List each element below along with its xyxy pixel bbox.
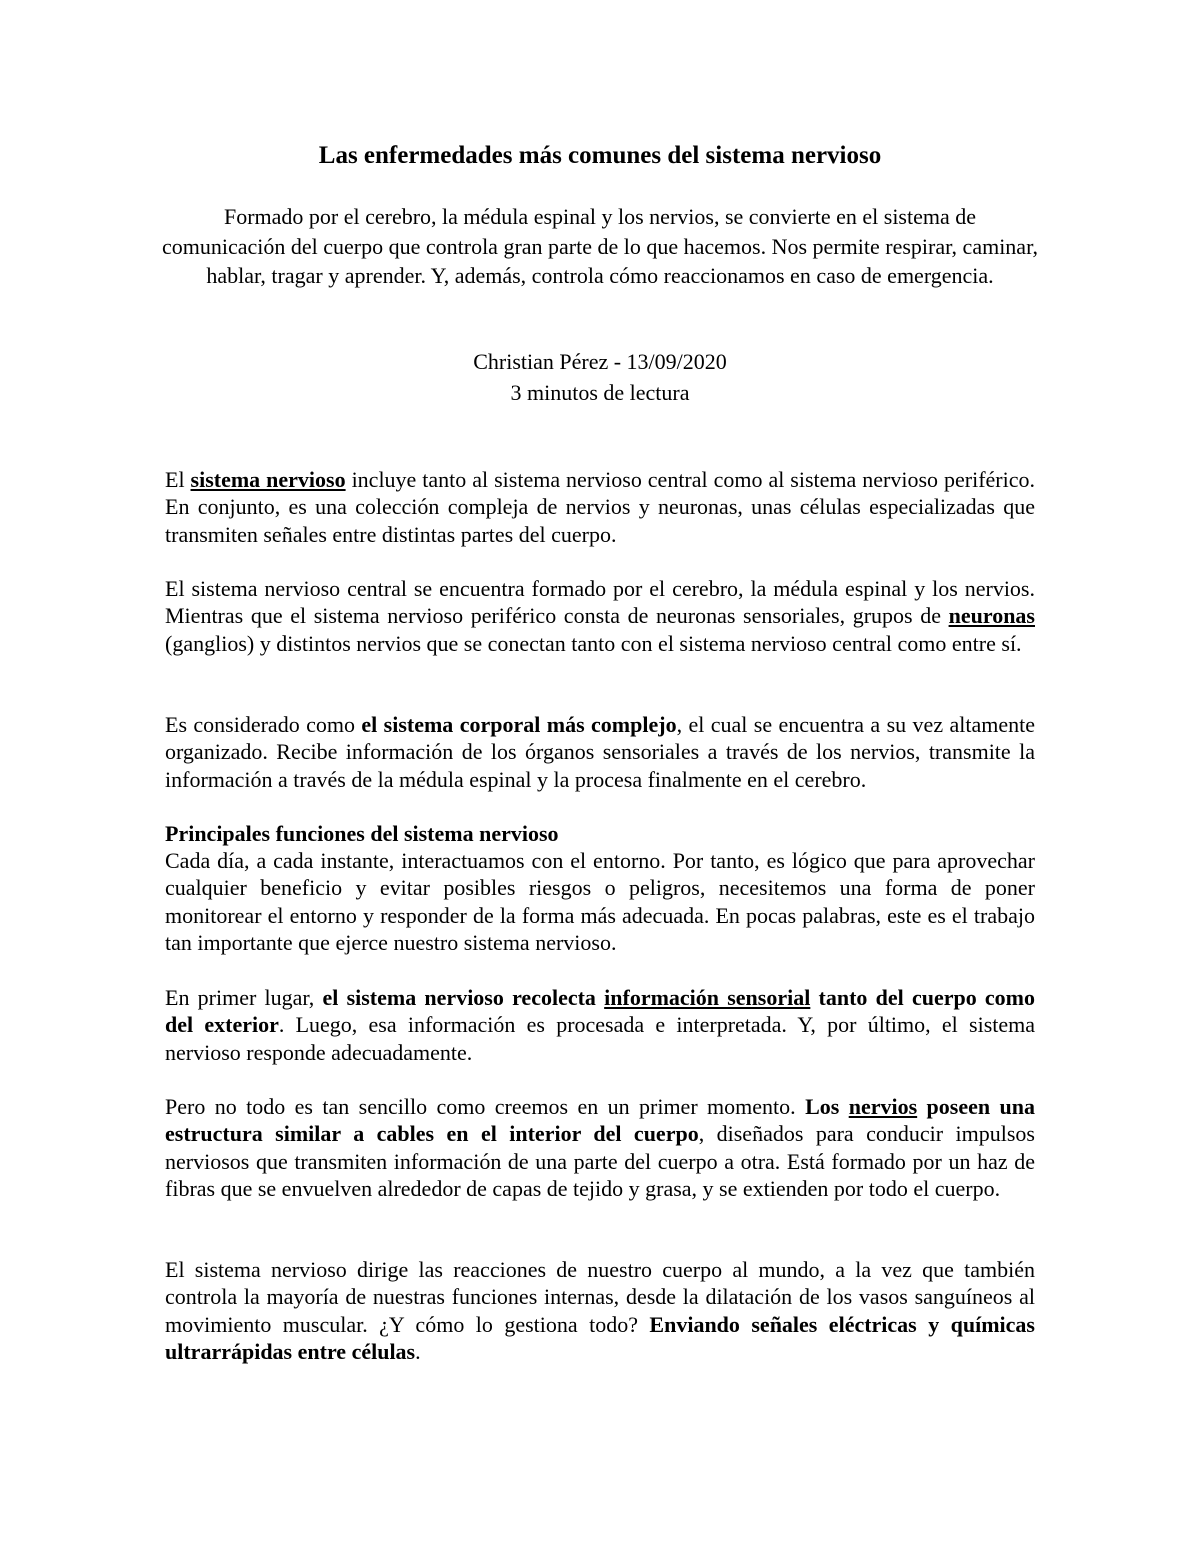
reading-time: 3 minutos de lectura: [510, 380, 690, 405]
paragraph-5: [165, 984, 1035, 1066]
paragraph-6: [165, 1093, 1035, 1202]
paragraph-text: En primer lugar,: [165, 985, 323, 1010]
paragraph-text: .: [415, 1338, 421, 1364]
bold-phrase: el sistema corporal más complejo: [361, 712, 677, 737]
author-date-line: Christian Pérez - 13/09/2020: [473, 349, 727, 374]
paragraph-text: . Luego, esa información es procesada e interpretada. Y, por último, el sistema nervioso responde adecuadamente.: [165, 1012, 1036, 1065]
paragraph-text: incluye tanto al sistema nervioso central como al sistema nervioso periférico. En conjunto, es una colección compleja de nervios y neuronas, unas células especializadas que transmiten señales entre distintas partes del cuerpo.: [165, 467, 1035, 547]
paragraph-text: , el cual se encuentra a su vez altamente organizado. Recibe información de los órganos sensoriales a través de los nervios, transmite la información a través de la médula espinal y la procesa finalmente en el cerebro.: [165, 712, 1035, 792]
article-title: Las enfermedades más comunes del sistema nervioso: [318, 142, 882, 169]
paragraph-text: El sistema nervioso dirige las reacciones de nuestro cuerpo al mundo, a la vez que también controla la mayoría de nuestras funciones internas, desde la dilatación de los vasos sanguíneos al movimiento muscular. ¿Y cómo lo gestiona todo?: [165, 1257, 1035, 1337]
section-heading: Principales funciones del sistema nervioso: [165, 821, 559, 846]
paragraph-2: [165, 575, 1035, 657]
link-nervios[interactable]: nervios: [848, 1094, 918, 1119]
paragraph-7: [165, 1256, 1035, 1365]
article-subtitle: Formado por el cerebro, la médula espinal y los nervios, se convierte en el sistema de comunicación del cuerpo que controla gran parte de lo que hacemos. Nos permite respirar, caminar, hablar, tragar y aprender. Y, además, controla cómo reaccionamos en caso de emergencia.: [161, 204, 1039, 289]
paragraph-text: Es considerado como: [165, 712, 362, 737]
bold-phrase: tanto del cuerpo como del exterior: [165, 985, 1035, 1038]
bold-phrase: Enviando señales eléctricas y químicas ultrarrápidas entre células: [165, 1311, 1035, 1364]
paragraph-4: Cada día, a cada instante, interactuamos con el entorno. Por tanto, es lógico que para aprovechar cualquier beneficio y evitar posibles riesgos o peligros, necesitemos una forma de poner monitorear el entorno y responder de la forma más adecuada. En pocas palabras, este es el trabajo tan importante que ejerce nuestro sistema nervioso.: [165, 848, 1035, 955]
paragraph-text: (ganglios) y distintos nervios que se conectan tanto con el sistema nervioso central como entre sí.: [165, 630, 1022, 656]
paragraph-text: El: [165, 467, 191, 492]
paragraph-text: El sistema nervioso central se encuentra formado por el cerebro, la médula espinal y los nervios. Mientras que el sistema nervioso periférico consta de neuronas sensoriales, grupos de: [165, 576, 1035, 629]
link-sistema-nervioso[interactable]: sistema nervioso: [190, 467, 346, 492]
paragraph-text: , diseñados para conducir impulsos nerviosos que transmiten información de una parte del cuerpo a otra. Está formado por un haz de fibras que se envuelven alrededor de capas de tejido y grasa, y se extienden por todo el cuerpo.: [165, 1121, 1035, 1201]
bold-phrase: Los: [805, 1094, 849, 1119]
paragraph-text: Pero no todo es tan sencillo como creemos en un primer momento.: [165, 1094, 806, 1119]
bold-phrase: el sistema nervioso recolecta: [322, 985, 605, 1010]
paragraph-3: [165, 711, 1035, 793]
bold-phrase: poseen una estructura similar a cables en el interior del cuerpo: [165, 1094, 1035, 1147]
link-neuronas[interactable]: neuronas: [948, 603, 1035, 629]
paragraph-1: [165, 466, 1035, 548]
link-informacion-sensorial[interactable]: información sensorial: [604, 985, 811, 1010]
